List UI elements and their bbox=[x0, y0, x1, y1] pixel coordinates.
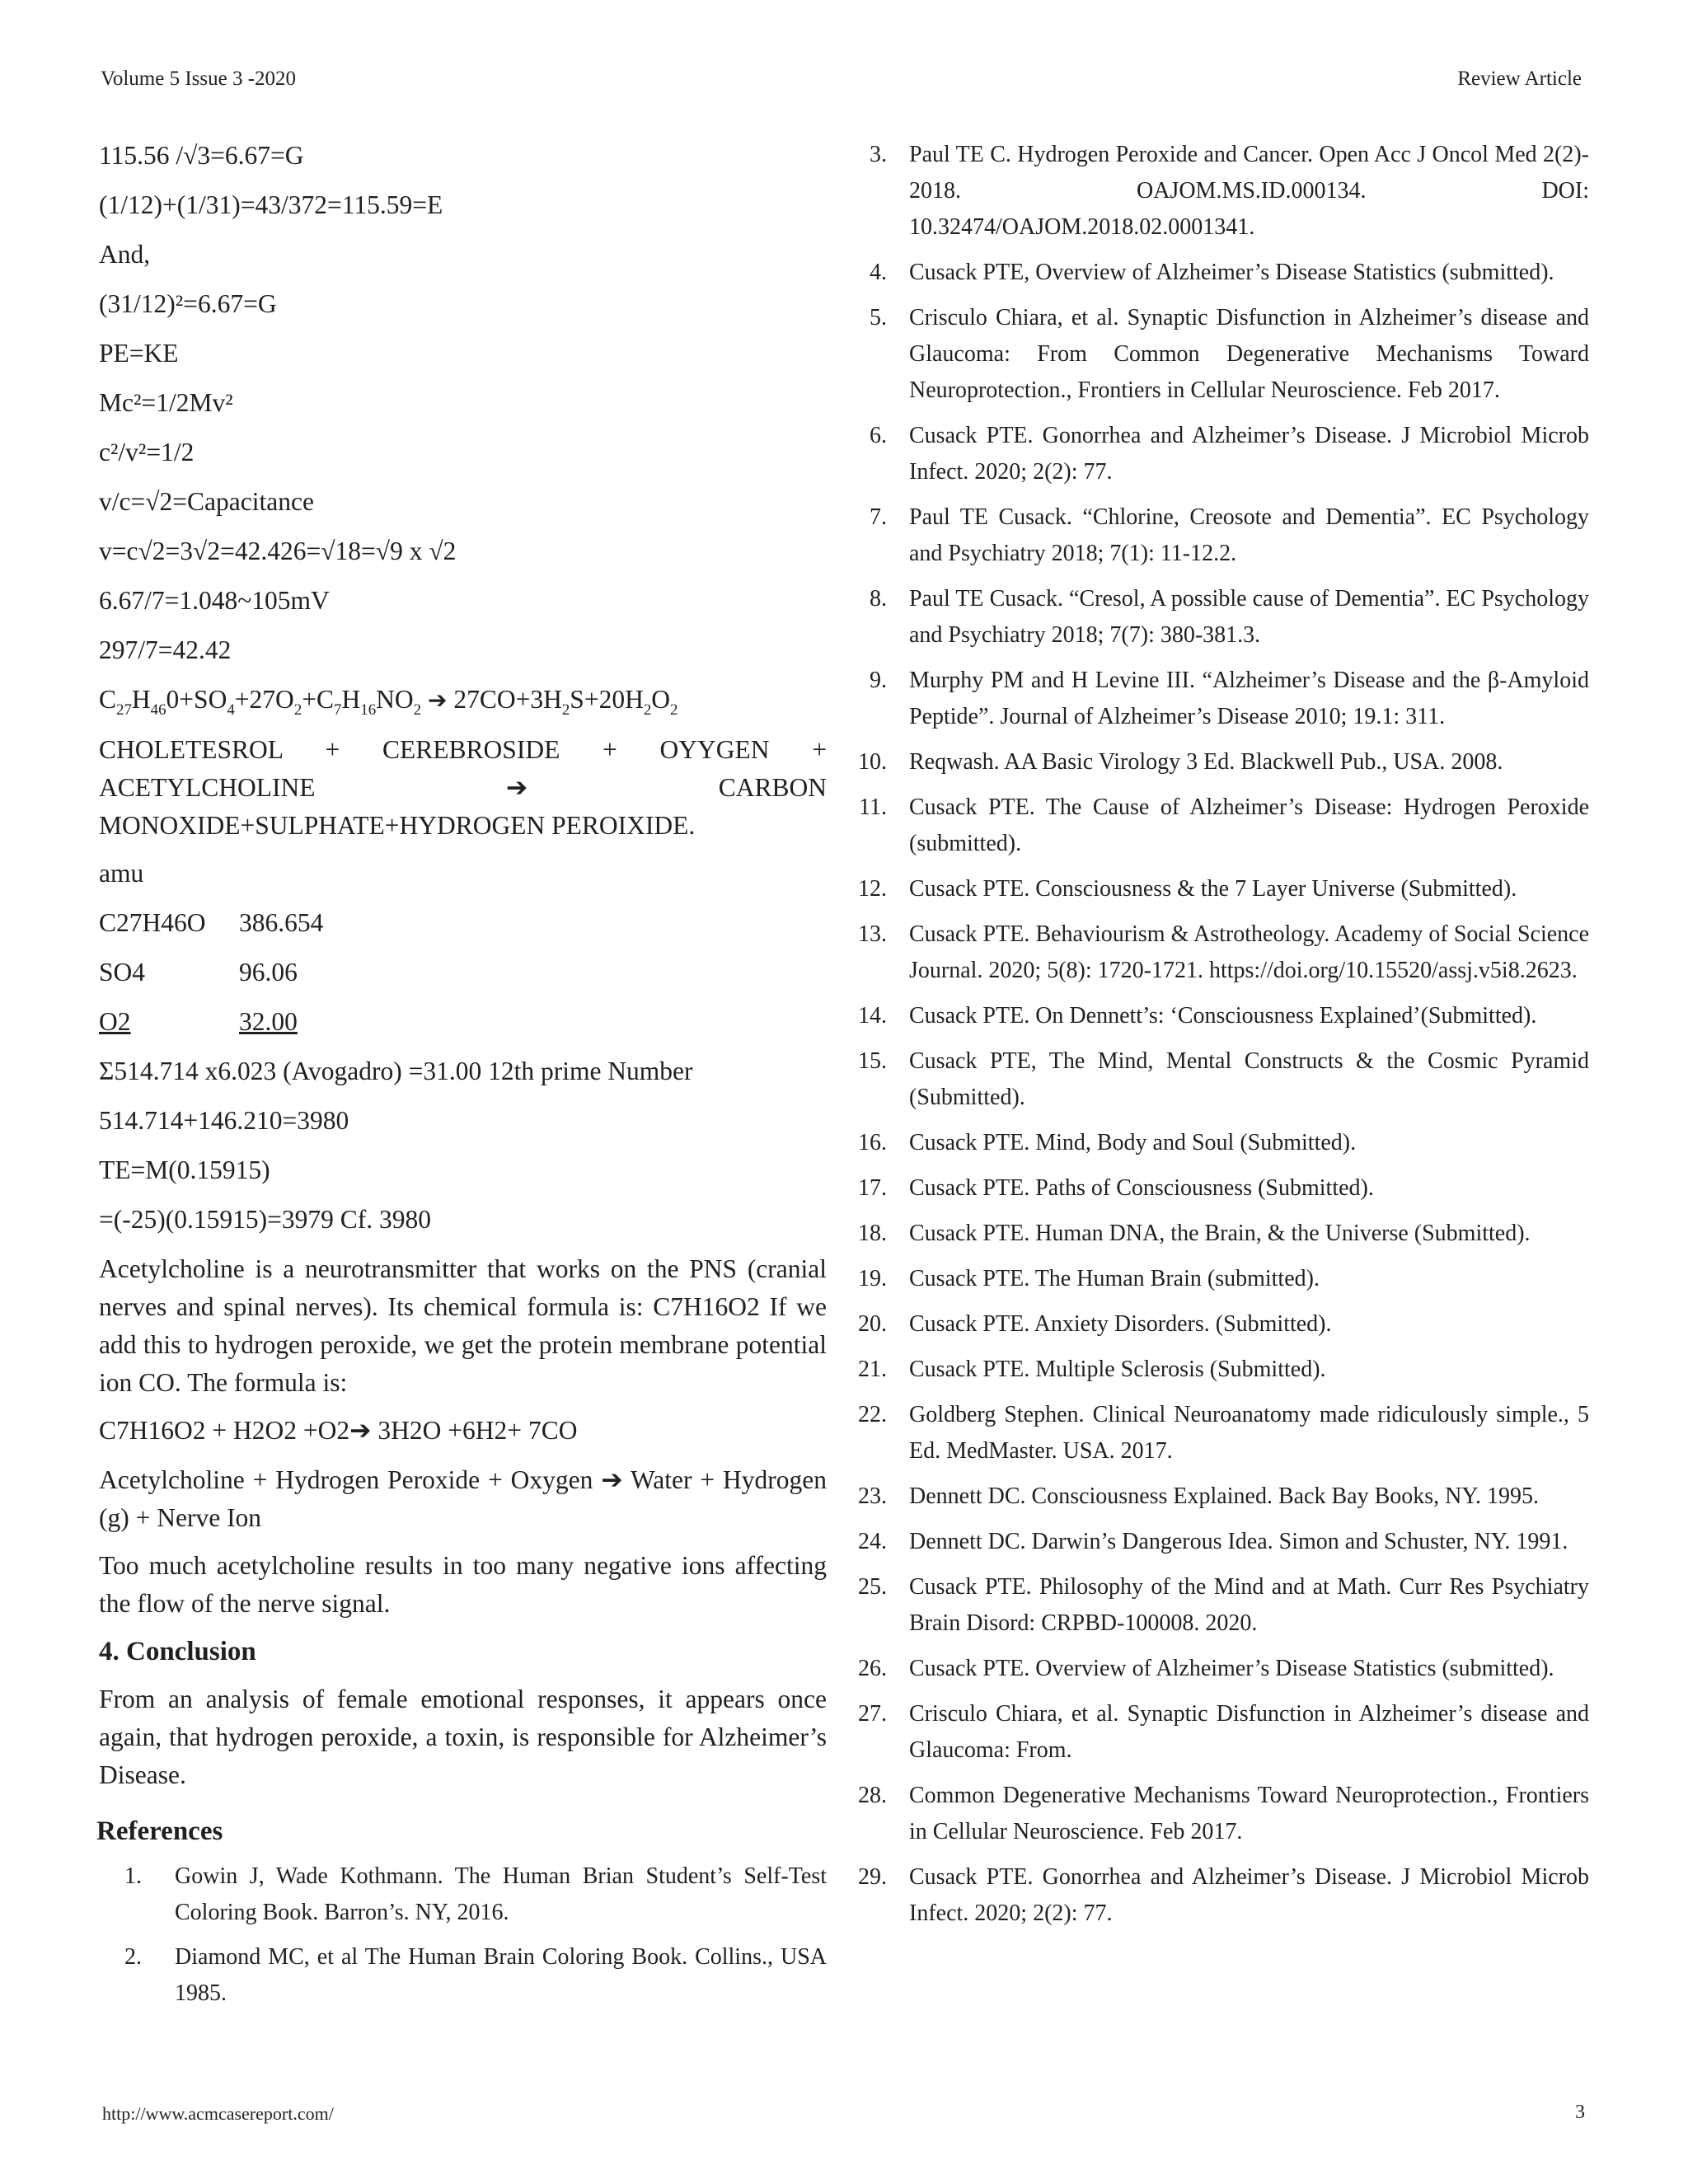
reference-text: Cusack PTE. The Human Brain (submitted). bbox=[909, 1266, 1320, 1291]
equation-line: v=c√2=3√2=42.426=√18=√9 x √2 bbox=[99, 537, 457, 565]
reference-number: 11. bbox=[859, 794, 887, 820]
equation-line: =(-25)(0.15915)=3979 Cf. 3980 bbox=[99, 1205, 431, 1234]
equation-line: (1/12)+(1/31)=43/372=115.59=E bbox=[99, 190, 443, 219]
mass-name: C27H46O bbox=[99, 908, 206, 937]
reference-number: 29. bbox=[858, 1864, 887, 1890]
equation-line: v/c=√2=Capacitance bbox=[99, 487, 314, 516]
reference-item bbox=[857, 1043, 1589, 1116]
journal-volume: Volume 5 Issue 3 -2020 bbox=[101, 68, 297, 90]
right-column bbox=[857, 137, 1589, 1941]
reference-item bbox=[857, 1306, 1589, 1343]
reference-item bbox=[857, 663, 1589, 735]
reaction-arrow-icon: ➔ bbox=[427, 687, 448, 714]
reference-text: Cusack PTE. Behaviourism & Astrotheology. Academy of Social Science Journal. 2020; 5(8): 1720-1721. https://doi.org/10.15520/assj.v5i8.2623. bbox=[909, 921, 1589, 983]
reference-item bbox=[857, 1216, 1589, 1252]
reference-number: 28. bbox=[858, 1783, 887, 1808]
reference-text: Cusack PTE. Human DNA, the Brain, & the Universe (Submitted). bbox=[909, 1221, 1531, 1246]
reference-item bbox=[857, 1261, 1589, 1297]
paragraph-negative-ions: Too much acetylcholine results in too many negative ions affecting the flow of the nerve signal. bbox=[99, 1551, 827, 1618]
reference-number: 2. bbox=[124, 1944, 142, 1970]
reference-item bbox=[99, 1939, 827, 2012]
reference-item bbox=[857, 581, 1589, 654]
reference-text: Cusack PTE. Overview of Alzheimer’s Disease Statistics (submitted). bbox=[909, 1656, 1554, 1681]
reference-item bbox=[857, 300, 1589, 409]
reference-number: 6. bbox=[870, 423, 887, 448]
equation-line: TE=M(0.15915) bbox=[99, 1155, 270, 1184]
reference-text: Cusack PTE. Gonorrhea and Alzheimer’s Disease. J Microbiol Microb Infect. 2020; 2(2): 77. bbox=[909, 423, 1589, 485]
reference-item bbox=[857, 1651, 1589, 1687]
paragraph-acetylcholine: Acetylcholine is a neurotransmitter that works on the PNS (cranial nerves and spinal nerves). Its chemical formula is: C7H16O2 If we add this to hydrogen peroxide, we get the protein membrane potential ion CO. The formula is: bbox=[99, 1254, 827, 1397]
reference-text: Cusack PTE. Philosophy of the Mind and at Math. Curr Res Psychiatry Brain Disord: CRPBD-100008. 2020. bbox=[909, 1574, 1589, 1636]
reference-number: 26. bbox=[858, 1656, 887, 1681]
reference-text: Paul TE C. Hydrogen Peroxide and Cancer. Open Acc J Oncol Med 2(2)- 2018. OAJOM.MS.ID.000134. DOI: 10.32474/OAJOM.2018.02.0001341. bbox=[909, 142, 1589, 240]
reference-text: Cusack PTE. The Cause of Alzheimer’s Disease: Hydrogen Peroxide (submitted). bbox=[909, 794, 1589, 856]
mass-value: 386.654 bbox=[239, 908, 324, 937]
reference-item bbox=[857, 1479, 1589, 1515]
reference-item bbox=[857, 1397, 1589, 1469]
reference-number: 1. bbox=[124, 1863, 142, 1889]
article-type: Review Article bbox=[1457, 68, 1582, 90]
paragraph-reaction-words: Acetylcholine + Hydrogen Peroxide + Oxygen ➔ Water + Hydrogen (g) + Nerve Ion bbox=[99, 1465, 827, 1532]
reference-number: 10. bbox=[858, 749, 887, 775]
reference-number: 7. bbox=[870, 504, 887, 530]
reference-text: Cusack PTE. Anxiety Disorders. (Submitted). bbox=[909, 1311, 1332, 1337]
equation-line: PE=KE bbox=[99, 339, 179, 368]
reference-number: 3. bbox=[870, 142, 887, 167]
reference-item bbox=[857, 1696, 1589, 1769]
equation-line: 297/7=42.42 bbox=[99, 635, 232, 664]
reference-item bbox=[857, 916, 1589, 989]
mass-name: SO4 bbox=[99, 958, 146, 987]
mass-value: 96.06 bbox=[239, 958, 298, 987]
reference-item bbox=[99, 1858, 827, 1931]
equations-bottom bbox=[99, 1052, 827, 1239]
reference-number: 22. bbox=[858, 1402, 887, 1427]
references-list-left bbox=[99, 1858, 827, 2012]
reference-item bbox=[857, 255, 1589, 291]
reference-text: Crisculo Chiara, et al. Synaptic Disfunction in Alzheimer’s disease and Glaucoma: From Common Degenerative Mechanisms Toward Neuroprotection., Frontiers in Cellular Neuroscience. Feb 2017. bbox=[909, 305, 1589, 403]
reference-text: Cusack PTE. Paths of Consciousness (Submitted). bbox=[909, 1175, 1374, 1201]
reference-text: Paul TE Cusack. “Cresol, A possible cause of Dementia”. EC Psychology and Psychiatry 2018; 7(7): 380-381.3. bbox=[909, 586, 1589, 648]
amu-label: amu bbox=[99, 859, 144, 888]
reference-item bbox=[857, 790, 1589, 862]
reference-item bbox=[857, 418, 1589, 490]
reference-number: 15. bbox=[858, 1048, 887, 1074]
reference-item bbox=[857, 1524, 1589, 1560]
reference-item bbox=[857, 1778, 1589, 1850]
reference-item bbox=[857, 137, 1589, 246]
reference-number: 27. bbox=[858, 1701, 887, 1727]
reaction-reactants: $C_{27}H_{46}0+SO_4+27O_2+C_7H_{16}NO_2$ bbox=[99, 685, 422, 719]
reference-item bbox=[857, 1569, 1589, 1642]
mass-name: O2 bbox=[99, 1007, 131, 1036]
conclusion-text: From an analysis of female emotional responses, it appears once again, that hydrogen peroxide, a toxin, is responsible for Alzheimer’s Disease. bbox=[99, 1685, 827, 1789]
reference-text: Cusack PTE. Mind, Body and Soul (Submitted). bbox=[909, 1130, 1357, 1155]
reference-number: 21. bbox=[858, 1357, 887, 1382]
reference-text: Cusack PTE, The Mind, Mental Constructs & the Cosmic Pyramid (Submitted). bbox=[909, 1048, 1589, 1110]
reference-number: 20. bbox=[858, 1311, 887, 1337]
reference-item bbox=[857, 871, 1589, 907]
reference-text: Cusack PTE. Gonorrhea and Alzheimer’s Disease. J Microbiol Microb Infect. 2020; 2(2): 77. bbox=[909, 1864, 1589, 1926]
reference-number: 19. bbox=[858, 1266, 887, 1291]
reference-number: 16. bbox=[858, 1130, 887, 1155]
equation-line: c²/v²=1/2 bbox=[99, 438, 195, 466]
reference-number: 8. bbox=[870, 586, 887, 612]
reference-text: Goldberg Stephen. Clinical Neuroanatomy made ridiculously simple., 5 Ed. MedMaster. USA. 2017. bbox=[909, 1402, 1589, 1464]
reference-number: 18. bbox=[858, 1221, 887, 1246]
reference-text: Cusack PTE, Overview of Alzheimer’s Disease Statistics (submitted). bbox=[909, 260, 1554, 285]
references-heading: References bbox=[96, 1816, 223, 1846]
equation-line: 6.67/7=1.048~105mV bbox=[99, 586, 330, 615]
equation-line: And, bbox=[99, 240, 151, 269]
reference-item bbox=[857, 1170, 1589, 1207]
reference-text: Crisculo Chiara, et al. Synaptic Disfunction in Alzheimer’s disease and Glaucoma: From. bbox=[909, 1701, 1589, 1763]
reference-number: 12. bbox=[858, 876, 887, 902]
mass-row bbox=[99, 954, 827, 991]
mass-table bbox=[99, 904, 827, 991]
equation-line: Mc²=1/2Mv² bbox=[99, 388, 233, 417]
reaction-formula bbox=[99, 681, 827, 719]
reference-number: 23. bbox=[858, 1483, 887, 1509]
footer-url[interactable]: http://www.acmcasereport.com/ bbox=[102, 2103, 334, 2124]
mass-row-last bbox=[99, 1003, 827, 1041]
reference-text: Paul TE Cusack. “Chlorine, Creosote and Dementia”. EC Psychology and Psychiatry 2018; 7(1): 11-12.2. bbox=[909, 504, 1589, 566]
reference-text: Dennett DC. Consciousness Explained. Back Bay Books, NY. 1995. bbox=[909, 1483, 1539, 1509]
mass-value: 32.00 bbox=[239, 1007, 298, 1036]
equation-line: Σ514.714 x6.023 (Avogadro) =31.00 12th prime Number bbox=[99, 1057, 693, 1085]
reference-text: Gowin J, Wade Kothmann. The Human Brian Student’s Self-Test Coloring Book. Barron’s. NY, 2016. bbox=[175, 1863, 827, 1925]
reference-number: 17. bbox=[858, 1175, 887, 1201]
reference-number: 9. bbox=[870, 668, 887, 693]
left-column bbox=[96, 137, 827, 2020]
reaction-words: CHOLETESROL + CEREBROSIDE + OYYGEN + ACETYLCHOLINE ➔ CARBON MONOXIDE+SULPHATE+HYDROGEN PEROIXIDE. bbox=[99, 735, 827, 840]
reference-number: 13. bbox=[858, 921, 887, 947]
reference-text: Cusack PTE. Consciousness & the 7 Layer Universe (Submitted). bbox=[909, 876, 1517, 902]
equation-line: (31/12)²=6.67=G bbox=[99, 289, 277, 318]
reference-text: Dennett DC. Darwin’s Dangerous Idea. Simon and Schuster, NY. 1991. bbox=[909, 1529, 1568, 1554]
mass-row bbox=[99, 904, 827, 942]
reference-text: Cusack PTE. On Dennett’s: ‘Consciousness Explained’(Submitted). bbox=[909, 1003, 1537, 1029]
reaction-products: $27CO+3H_2S+20H_2O_2$ bbox=[453, 685, 678, 719]
equations-top bbox=[99, 137, 827, 669]
reference-text: Murphy PM and H Levine III. “Alzheimer’s Disease and the β-Amyloid Peptide”. Journal of Alzheimer’s Disease 2010; 19.1: 311. bbox=[909, 668, 1589, 729]
equation-line: 514.714+146.210=3980 bbox=[99, 1106, 349, 1135]
references-list-right bbox=[857, 137, 1589, 1932]
reference-number: 14. bbox=[858, 1003, 887, 1029]
reference-item bbox=[857, 998, 1589, 1034]
reference-item bbox=[857, 1352, 1589, 1388]
reference-text: Cusack PTE. Multiple Sclerosis (Submitted). bbox=[909, 1357, 1326, 1382]
reference-number: 24. bbox=[858, 1529, 887, 1554]
reference-text: Common Degenerative Mechanisms Toward Neuroprotection., Frontiers in Cellular Neuroscience. Feb 2017. bbox=[909, 1783, 1589, 1844]
page-number: 3 bbox=[1575, 2102, 1585, 2123]
reference-number: 4. bbox=[870, 260, 887, 285]
reference-number: 5. bbox=[870, 305, 887, 330]
reference-item bbox=[857, 1859, 1589, 1932]
reference-text: Diamond MC, et al The Human Brain Coloring Book. Collins., USA 1985. bbox=[175, 1944, 827, 2006]
reference-text: Reqwash. AA Basic Virology 3 Ed. Blackwell Pub., USA. 2008. bbox=[909, 749, 1503, 775]
equation-line: 115.56 /√3=6.67=G bbox=[99, 141, 304, 170]
reference-item bbox=[857, 744, 1589, 780]
conclusion-heading: 4. Conclusion bbox=[99, 1637, 256, 1666]
reference-item bbox=[857, 499, 1589, 572]
reference-item bbox=[857, 1125, 1589, 1161]
formula-acetylcholine: C7H16O2 + H2O2 +O2➔ 3H2O +6H2+ 7CO bbox=[99, 1416, 578, 1445]
reference-number: 25. bbox=[858, 1574, 887, 1600]
